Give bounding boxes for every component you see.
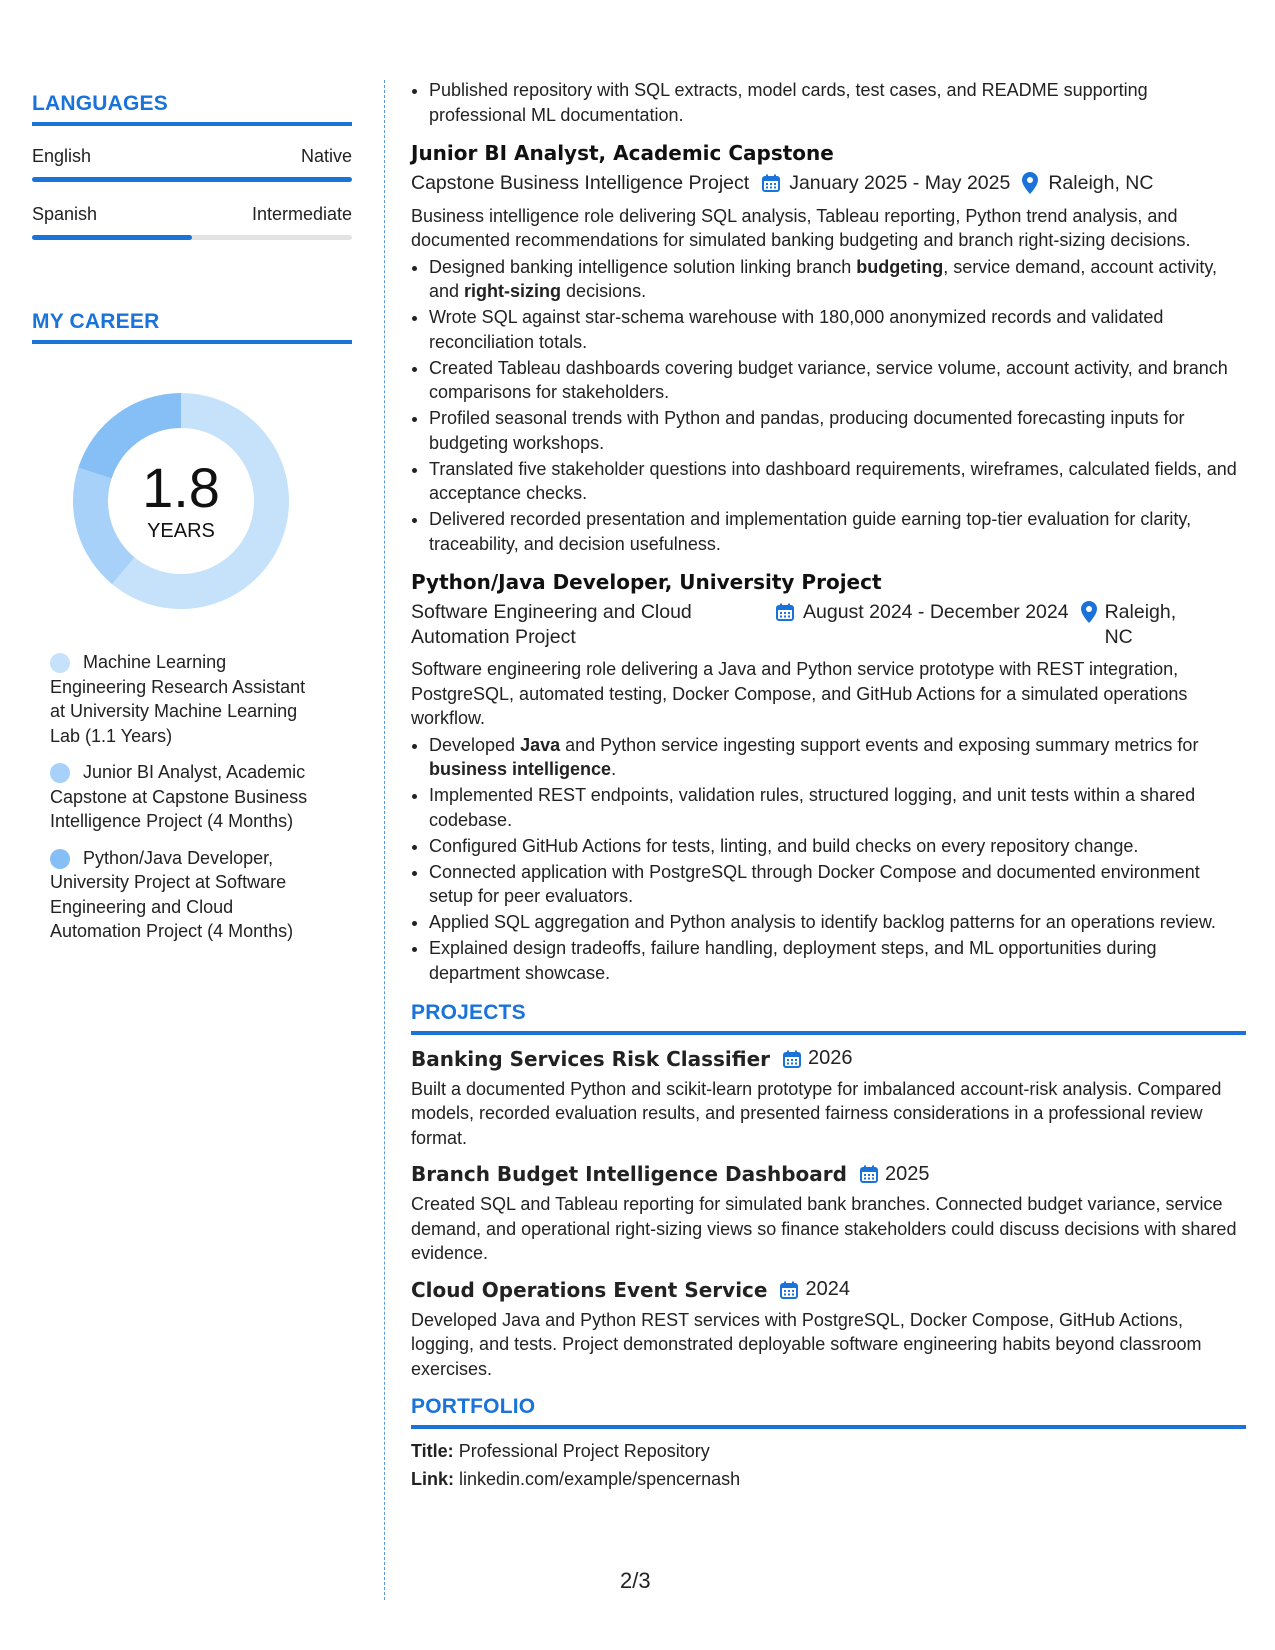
bullet-item: • Delivered recorded presentation and implementation guide earning top-tier evaluation for clarity, traceability, and decision usefulness. (429, 507, 1246, 556)
project-entry (411, 1278, 1246, 1382)
job-bullets (411, 255, 1246, 557)
project-description: Built a documented Python and scikit-learn prototype for imbalanced account-risk analysis. Compared models, recorded evaluation results, and presented fairness considerations in a professional review format. (411, 1078, 1222, 1148)
column-divider (384, 80, 385, 1600)
job-title: Python/Java Developer, University Project (411, 570, 882, 594)
bullet-item: • Applied SQL aggregation and Python analysis to identify backlog patterns for an operations review. (429, 910, 1246, 935)
calendar-icon (859, 1164, 879, 1184)
language-level: Intermediate (251, 204, 352, 224)
project-name: Branch Budget Intelligence Dashboard (411, 1162, 847, 1186)
job-bullets (411, 733, 1246, 986)
career-legend (50, 650, 325, 944)
location-pin-icon (1022, 172, 1038, 194)
job-organization: Software Engineering and Cloud Automation Project (411, 601, 692, 648)
calendar-icon (761, 173, 781, 193)
legend-dot-icon (50, 849, 70, 869)
previous-job-bullets (411, 78, 1246, 127)
sidebar (32, 0, 352, 956)
career-total-unit: YEARS (147, 519, 215, 542)
projects-list (411, 1047, 1246, 1382)
languages-title: LANGUAGES (32, 92, 352, 126)
job-organization: Capstone Business Intelligence Project (411, 172, 750, 194)
job-location: Raleigh, NC (1104, 601, 1177, 648)
project-name: Banking Services Risk Classifier (411, 1046, 771, 1071)
language-level: Native (300, 146, 352, 166)
job-entry (411, 141, 1246, 556)
language-level-bar (32, 177, 352, 182)
job-summary: Business intelligence role delivering SQL analysis, Tableau reporting, Python trend analysis, and documented recommendations for simulated banking budgeting and branch right-sizing decisions. (411, 205, 1191, 250)
job-dates: August 2024 - December 2024 (803, 601, 1069, 623)
project-entry (411, 1047, 1246, 1151)
calendar-icon (782, 1049, 802, 1069)
portfolio-title: PORTFOLIO (411, 1395, 1246, 1429)
job-dates: January 2025 - May 2025 (789, 172, 1011, 194)
career-legend-label: Machine Learning Engineering Research Assistant at University Machine Learning Lab (1.1 Years) (50, 652, 306, 746)
portfolio-title-line (411, 1437, 1246, 1465)
project-name: Cloud Operations Event Service (411, 1277, 768, 1302)
legend-dot-icon (50, 653, 70, 673)
job-entry (411, 570, 1246, 985)
bullet-item: • Wrote SQL against star-schema warehouse with 180,000 anonymized records and validated reconciliation totals. (429, 305, 1246, 354)
project-description: Developed Java and Python REST services with PostgreSQL, Docker Compose, GitHub Actions, logging, and tests. Project demonstrated deployable software engineering habits beyond classroom exercises. (411, 1309, 1202, 1379)
career-legend-item (50, 846, 325, 944)
career-donut-chart (66, 386, 296, 616)
career-legend-item (50, 650, 325, 748)
language-item (32, 204, 352, 240)
calendar-icon (779, 1280, 799, 1300)
portfolio-link-line (411, 1465, 1246, 1493)
project-year: 2025 (884, 1162, 930, 1185)
bullet-item: • Designed banking intelligence solution linking branch budgeting, service demand, account activity, and right-sizing decisions. (429, 255, 1246, 304)
language-name: English (32, 146, 92, 166)
bullet-item: • Configured GitHub Actions for tests, linting, and build checks on every repository change. (429, 834, 1246, 859)
job-title: Junior BI Analyst, Academic Capstone (411, 141, 834, 165)
language-level-fill (32, 177, 352, 182)
bullet-item: • Published repository with SQL extracts, model cards, test cases, and README supporting professional ML documentation. (429, 78, 1246, 127)
bullet-item: • Implemented REST endpoints, validation rules, structured logging, and unit tests within a shared codebase. (429, 783, 1246, 832)
calendar-icon (775, 602, 795, 622)
project-year: 2026 (808, 1047, 853, 1069)
job-summary: Software engineering role delivering a Java and Python service prototype with REST integration, PostgreSQL, automated testing, Docker Compose, and GitHub Actions for a simulated operations workflow. (411, 659, 1188, 728)
job-location: Raleigh, NC (1048, 172, 1154, 194)
portfolio-title-label: Title: (411, 1441, 454, 1461)
bullet-item: • Created Tableau dashboards covering budget variance, service volume, account activity, and branch comparisons for stakeholders. (429, 356, 1246, 405)
bullet-item: • Explained design tradeoffs, failure handling, deployment steps, and ML opportunities during department showcase. (429, 936, 1246, 985)
language-level-bar (32, 235, 352, 240)
project-description: Created SQL and Tableau reporting for simulated bank branches. Connected budget variance, service demand, and operational right-sizing views so finance stakeholders could discuss decisions with shared evidence. (411, 1194, 1237, 1263)
portfolio-link-label: Link: (411, 1469, 454, 1489)
bullet-item: • Developed Java and Python service ingesting support events and exposing summary metrics for business intelligence. (429, 733, 1246, 782)
career-title: MY CAREER (32, 310, 352, 344)
portfolio-title-value: Professional Project Repository (458, 1441, 710, 1461)
page-number: 2/3 (620, 1568, 651, 1593)
bullet-item: • Connected application with PostgreSQL through Docker Compose and documented environment setup for peer evaluators. (429, 860, 1246, 909)
language-level-fill (32, 235, 192, 240)
projects-title: PROJECTS (411, 1001, 1246, 1035)
legend-dot-icon (50, 763, 70, 783)
portfolio-link[interactable]: linkedin.com/example/spencernash (459, 1469, 741, 1489)
career-total-years: 1.8 (142, 455, 220, 519)
career-legend-label: Python/Java Developer, University Project at Software Engineering and Cloud Automation Project (4 Months) (50, 847, 294, 941)
main-content (411, 78, 1246, 1493)
project-entry (411, 1162, 1246, 1266)
language-name: Spanish (32, 204, 98, 224)
bullet-item: • Translated five stakeholder questions into dashboard requirements, wireframes, calculated fields, and acceptance checks. (429, 457, 1246, 506)
location-pin-icon (1081, 601, 1097, 623)
bullet-item: • Profiled seasonal trends with Python and pandas, producing documented forecasting inputs for budgeting workshops. (429, 406, 1246, 455)
career-legend-label: Junior BI Analyst, Academic Capstone at Capstone Business Intelligence Project (4 Months) (50, 762, 308, 831)
language-item (32, 146, 352, 182)
project-year: 2024 (805, 1278, 850, 1300)
career-legend-item (50, 760, 325, 834)
